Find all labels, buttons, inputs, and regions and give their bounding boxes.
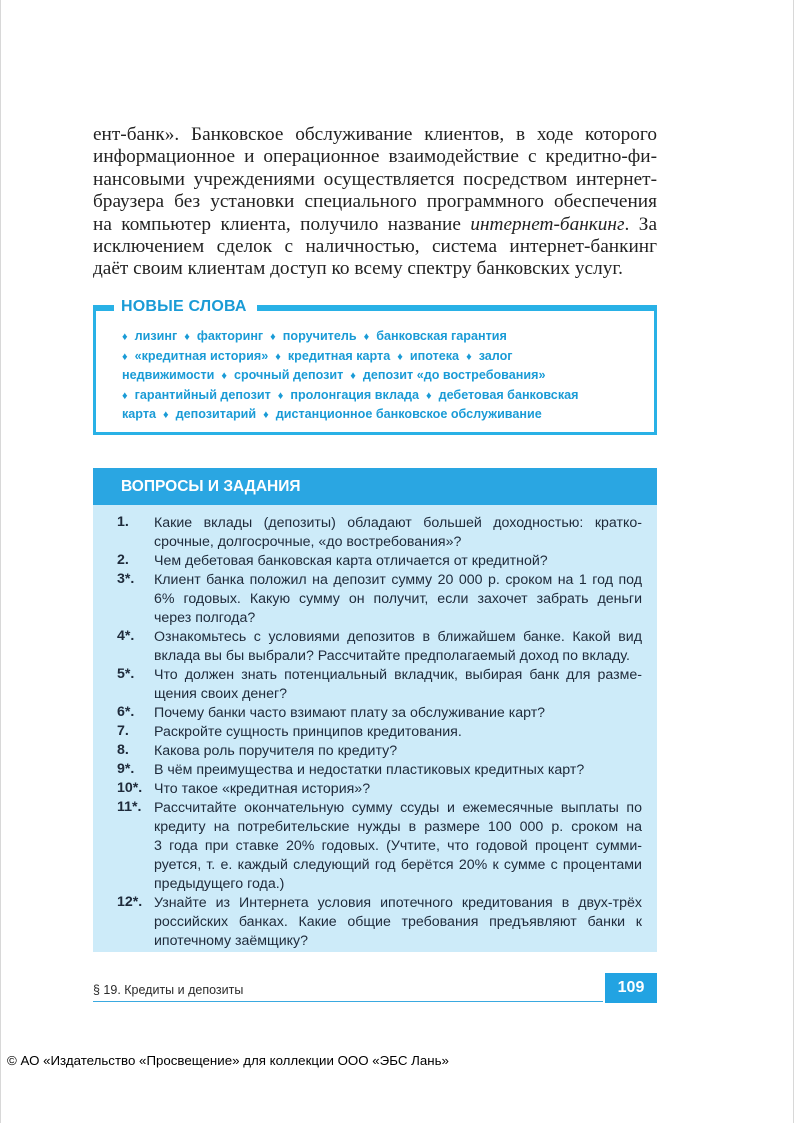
diamond-bullet-icon: ♦	[397, 350, 403, 363]
new-word-term: «кредитная история»	[134, 348, 269, 363]
new-words-title: НОВЫЕ СЛОВА	[121, 298, 247, 315]
new-word-term: лизинг	[134, 329, 178, 343]
question-number: 3*.	[117, 571, 135, 587]
new-word-term: недвижимости	[122, 368, 215, 383]
question-line: Рассчитайте окончательную сумму ссуды и ежемесячные выплаты по	[154, 800, 642, 816]
new-word-term: ипотека	[409, 348, 460, 363]
diamond-bullet-icon: ♦	[122, 331, 128, 343]
diamond-bullet-icon: ♦	[363, 331, 370, 343]
question-number: 5*.	[117, 666, 135, 682]
intro-paragraph	[93, 124, 657, 281]
copyright-notice: © АО «Издательство «Просвещение» для коллекции ООО «ЭБС Лань»	[7, 1053, 449, 1068]
new-words-line	[122, 366, 642, 386]
question-text	[154, 571, 642, 628]
new-word-term: депозитарий	[175, 407, 257, 422]
question-number: 10*.	[117, 780, 143, 796]
diamond-bullet-icon: ♦	[184, 331, 190, 343]
question-text	[154, 514, 642, 552]
question-number: 4*.	[117, 628, 135, 644]
question-text	[154, 894, 642, 951]
footer-rule	[93, 1001, 603, 1002]
new-word-term: дебетовая банковская	[438, 387, 579, 402]
new-word-term: дистанционное банковское обслуживание	[275, 407, 542, 422]
question-line: Что такое «кредитная история»?	[154, 781, 371, 797]
diamond-bullet-icon: ♦	[163, 409, 169, 422]
question-line: российских банках. Какие общие требования предъявляют банки к	[154, 914, 642, 930]
new-words-line	[122, 347, 642, 367]
question-text	[154, 799, 642, 894]
term-internet-banking: интернет-банкинг	[470, 213, 625, 235]
intro-line: информационное и операционное взаимодействие с кредитно-фи-	[93, 146, 657, 168]
diamond-bullet-icon: ♦	[277, 389, 284, 402]
new-word-term: депозит «до востребования»	[362, 368, 546, 383]
question-number: 9*.	[117, 761, 135, 777]
diamond-bullet-icon: ♦	[270, 331, 276, 343]
new-word-term: гарантийный депозит	[134, 387, 271, 402]
question-number: 6*.	[117, 704, 135, 720]
question-number: 8.	[117, 742, 129, 758]
question-line: Чем дебетовая банковская карта отличается от кредитной?	[154, 553, 548, 569]
new-word-term: пролонгация вклада	[290, 387, 419, 402]
question-number: 11*.	[117, 799, 142, 815]
question-line: щения своих денег?	[154, 686, 288, 702]
question-number: 1.	[117, 514, 129, 530]
question-line: Почему банки часто взимают плату за обслуживание карт?	[154, 705, 546, 721]
diamond-bullet-icon: ♦	[122, 389, 128, 402]
question-line: Какова роль поручителя по кредиту?	[154, 743, 398, 759]
new-word-term: кредитная карта	[287, 348, 391, 363]
question-line: руется, т. е. каждый следующий год берётся 20% к сумме с процентами	[154, 857, 642, 873]
new-word-term: залог	[478, 348, 513, 363]
new-words-line	[122, 386, 642, 406]
question-line: Раскройте сущность принципов кредитования.	[154, 724, 462, 740]
diamond-bullet-icon: ♦	[425, 389, 432, 402]
question-text	[154, 780, 642, 799]
question-text	[154, 666, 642, 704]
new-words-list	[122, 327, 642, 425]
question-line: Какие вклады (депозиты) обладают большей доходностью: кратко-	[154, 515, 642, 531]
new-word-term: факторинг	[196, 329, 264, 343]
intro-line: браузера без установки специального программного обеспечения	[93, 191, 657, 213]
question-text	[154, 552, 642, 571]
question-line: вклада вы бы выбрали? Рассчитайте предполагаемый доход по вкладу.	[154, 648, 630, 664]
intro-line: нансовыми учреждениями осуществляется посредством интернет-	[93, 168, 657, 190]
question-line: предыдущего года.)	[154, 876, 285, 892]
diamond-bullet-icon: ♦	[122, 350, 128, 363]
intro-line: исключением сделок с наличностью, система интернет-банкинг	[93, 235, 657, 257]
page-number: 109	[617, 979, 645, 996]
new-words-line	[122, 405, 642, 425]
question-text	[154, 761, 642, 780]
question-line: кредиту на потребительские нужды в размере 100 000 р. сроком на	[154, 819, 642, 835]
diamond-bullet-icon: ♦	[350, 370, 356, 383]
diamond-bullet-icon: ♦	[221, 370, 227, 383]
question-line: срочные, долгосрочные, «до востребования»?	[154, 534, 462, 550]
question-text	[154, 742, 642, 761]
intro-line-start: на компьютер клиента, получило название	[93, 213, 471, 235]
intro-line: даёт своим клиентам доступ ко всему спектру банковских услуг.	[93, 258, 623, 280]
question-number: 2.	[117, 552, 129, 568]
diamond-bullet-icon: ♦	[263, 409, 269, 422]
question-line: Ознакомьтесь с условиями депозитов в ближайшем банке. Какой вид	[154, 629, 642, 645]
diamond-bullet-icon: ♦	[466, 350, 472, 363]
question-line: через полгода?	[154, 610, 256, 626]
intro-line-end: . За	[624, 213, 657, 235]
diamond-bullet-icon: ♦	[275, 350, 281, 363]
new-word-term: поручитель	[282, 329, 357, 343]
question-line: В чём преимущества и недостатки пластиковых кредитных карт?	[154, 762, 585, 778]
new-word-term: срочный депозит	[233, 368, 344, 383]
question-text	[154, 628, 642, 666]
intro-line-with-term	[93, 214, 657, 236]
question-line: Клиент банка положил на депозит сумму 20 000 р. сроком на 1 год под	[154, 572, 642, 588]
question-number: 12*.	[117, 894, 143, 910]
new-word-term: банковская гарантия	[376, 329, 507, 343]
questions-title: ВОПРОСЫ И ЗАДАНИЯ	[121, 478, 301, 495]
intro-line: ент-банк». Банковское обслуживание клиентов, в ходе которого	[93, 124, 657, 145]
question-line: Узнайте из Интернета условия ипотечного кредитования в двух-трёх	[154, 895, 642, 911]
question-line: ипотечному заёмщику?	[154, 933, 308, 949]
footer-section-title: § 19. Кредиты и депозиты	[93, 983, 244, 997]
question-line: 3 года при ставке 20% годовых. (Учтите, что годовой процент сумми-	[154, 838, 642, 854]
question-line: Что должен знать потенциальный вкладчик, выбирая банк для разме-	[154, 667, 642, 683]
new-word-term: карта	[122, 407, 157, 422]
question-text	[154, 723, 642, 742]
question-text	[154, 704, 642, 723]
question-line: 6% годовых. Какую сумму он получит, если захочет забрать деньги	[154, 591, 642, 607]
new-words-line	[122, 327, 642, 347]
question-number: 7.	[117, 723, 129, 739]
